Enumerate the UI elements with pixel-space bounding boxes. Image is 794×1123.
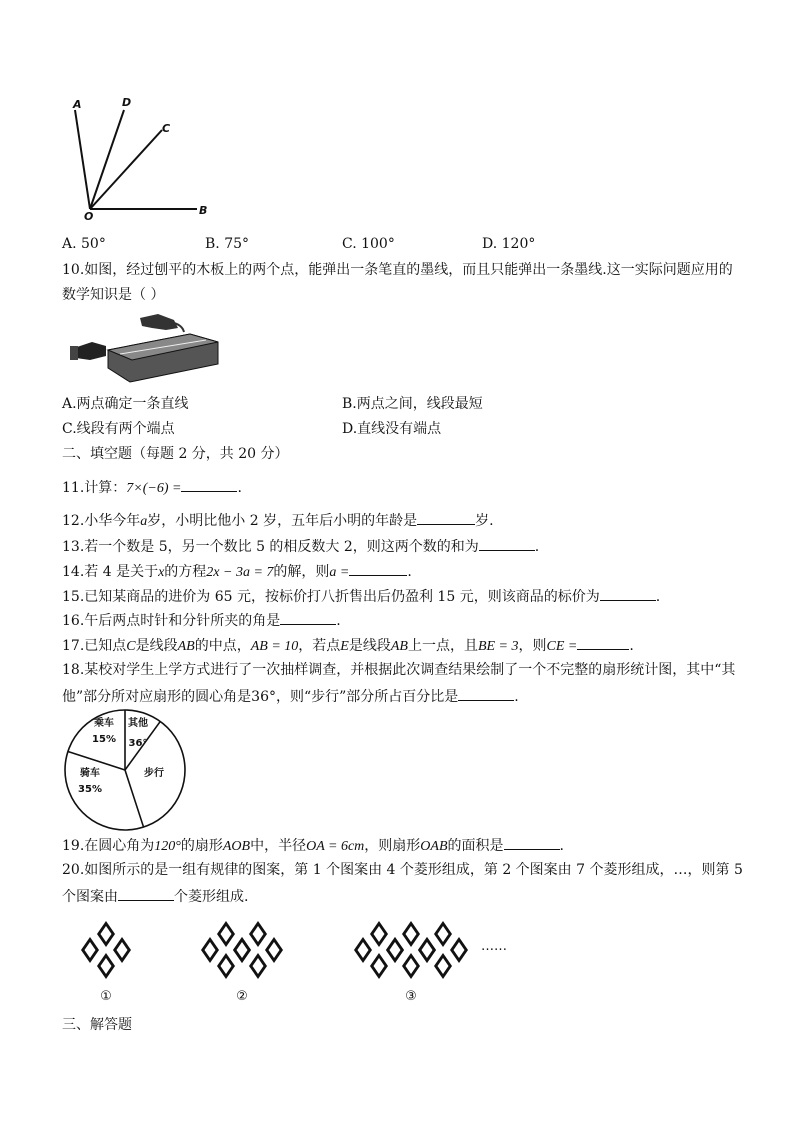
q10-line2: 数学知识是（ ）: [62, 287, 165, 303]
q16-answer-blank[interactable]: [280, 610, 336, 625]
q10-option-a: A.两点确定一条直线: [62, 396, 189, 412]
q14-text-b: 的方程: [164, 564, 207, 580]
q20-line1: 20.如图所示的是一组有规律的图案，第 1 个图案由 4 个菱形组成，第 2 个图案由 7 个菱形组成，…，则第 5: [62, 862, 743, 878]
q20-line2: [62, 886, 248, 907]
q20-line2-b: 个菱形组成.: [174, 889, 249, 905]
q15: [62, 586, 660, 607]
q9-option-b: B. 75°: [205, 236, 250, 252]
q15-text: 15.已知某商品的进价为 65 元，按标价打八折售出后仍盈利 15 元，则该商品的标价为: [62, 589, 600, 605]
q11-suffix: .: [237, 480, 242, 496]
q17-ab2: AB: [390, 639, 408, 654]
q19-t1: 19.在圆心角为: [62, 838, 155, 854]
q17-c: C: [126, 639, 136, 654]
q15-answer-blank[interactable]: [600, 586, 656, 601]
q13-suffix: .: [534, 539, 540, 555]
pie-label-bus: 乘车: [94, 718, 114, 729]
q17-be-eq: BE = 3: [477, 639, 519, 654]
wooden-board-illustration: [70, 312, 222, 387]
q19-t3: 中，半径: [250, 838, 307, 854]
q17-t3: 的中点，: [194, 638, 251, 654]
q11-expression: 7×(−6) =: [126, 481, 182, 496]
q20-line2-a: 个图案由: [62, 889, 118, 905]
q19-answer-blank[interactable]: [504, 835, 560, 850]
q13-answer-blank[interactable]: [479, 536, 535, 551]
q17-answer-blank[interactable]: [577, 635, 629, 650]
q19-suffix: .: [559, 838, 564, 854]
q9-option-a: A. 50°: [62, 236, 106, 252]
q17: [62, 635, 634, 657]
pie-value-other: 36°: [128, 738, 148, 749]
q18-line2-text: 他”部分所对应扇形的圆心角是36°，则“步行”部分所占百分比是: [62, 689, 459, 705]
q14-answer-blank[interactable]: [349, 561, 407, 576]
pie-label-other: 其他: [128, 718, 148, 729]
q14-text-c: 的解，则: [273, 564, 330, 580]
q13-text: 13.若一个数是 5，另一个数比 5 的相反数大 2，则这两个数的和为: [62, 539, 479, 555]
q19-t2: 的扇形: [180, 838, 223, 854]
q17-t4: ，若点: [298, 638, 341, 654]
label-o: O: [84, 210, 94, 223]
label-d: D: [122, 96, 132, 109]
pie-value-bus: 15%: [92, 734, 116, 745]
q10-option-d: D.直线没有端点: [342, 421, 442, 437]
q12-var: a: [140, 514, 148, 529]
q19-aob: AOB: [222, 839, 251, 854]
q20-answer-blank[interactable]: [118, 886, 174, 901]
q19-oa: OA = 6cm: [306, 839, 365, 854]
q14-var-a: a =: [329, 565, 350, 580]
q12-answer-blank[interactable]: [417, 510, 475, 525]
q12-text-a: 12.小华今年: [62, 513, 141, 529]
section2-title: 二、填空题（每题 2 分，共 20 分）: [62, 446, 289, 462]
q11: [62, 477, 242, 499]
q12-text-c: 岁.: [475, 513, 494, 529]
label-b: B: [199, 204, 208, 217]
q14-suffix: .: [407, 564, 412, 580]
pie-label-walk: 步行: [144, 768, 164, 779]
q17-t2: 是线段: [135, 638, 178, 654]
q18-suffix: .: [514, 689, 519, 705]
pattern-ellipsis: ……: [481, 939, 507, 954]
pie-value-bike: 35%: [78, 784, 102, 795]
q16-suffix: .: [336, 613, 341, 629]
q10-option-c: C.线段有两个端点: [62, 421, 175, 437]
q19-t4: ，则扇形: [364, 838, 421, 854]
pattern-label-1: ①: [100, 989, 112, 1004]
q19: [62, 835, 564, 857]
angle-figure: [62, 92, 222, 227]
q14-var-x: x: [158, 565, 165, 580]
q12: [62, 510, 494, 532]
q9-option-d: D. 120°: [482, 236, 536, 252]
pie-label-bike: 骑车: [80, 768, 100, 779]
q19-angle: 120°: [154, 839, 181, 854]
label-c: C: [162, 122, 171, 135]
q14: [62, 561, 412, 583]
q11-answer-blank[interactable]: [181, 477, 237, 492]
q10-line1: 10.如图，经过刨平的木板上的两个点，能弹出一条笔直的墨线，而且只能弹出一条墨线.这一实际问题应用的: [62, 262, 733, 278]
q18-line1: 18.某校对学生上学方式进行了一次抽样调查，并根据此次调查结果绘制了一个不完整的扇形统计图，其中“其: [62, 662, 736, 678]
q18-answer-blank[interactable]: [458, 686, 514, 701]
q17-e: E: [340, 639, 349, 654]
pattern-label-2: ②: [236, 989, 248, 1004]
q10-option-b: B.两点之间，线段最短: [342, 396, 483, 412]
q19-t5: 的面积是: [447, 838, 504, 854]
q17-t7: ，则: [518, 638, 547, 654]
q18-line2: [62, 686, 519, 707]
rhombus-patterns: [62, 908, 522, 1008]
label-a: A: [73, 98, 82, 111]
pie-chart: [62, 706, 192, 834]
q17-ab-eq: AB = 10: [250, 639, 299, 654]
q17-t5: 是线段: [348, 638, 391, 654]
q13: [62, 536, 539, 557]
q15-suffix: .: [655, 589, 661, 605]
q17-ce-eq: CE =: [546, 639, 578, 654]
q9-option-c: C. 100°: [342, 236, 395, 252]
q17-t6: 上一点，且: [407, 638, 478, 654]
pattern-label-3: ③: [405, 989, 417, 1004]
q17-suffix: .: [629, 638, 634, 654]
q11-prefix: 11.计算：: [62, 480, 127, 496]
q17-ab: AB: [177, 639, 195, 654]
q14-text-a: 14.若 4 是关于: [62, 564, 159, 580]
q12-text-b: 岁，小明比他小 2 岁，五年后小明的年龄是: [147, 513, 418, 529]
q17-t1: 17.已知点: [62, 638, 127, 654]
q14-equation: 2x − 3a = 7: [206, 565, 274, 580]
q16-text: 16.午后两点时针和分针所夹的角是: [62, 613, 281, 629]
section3-title: 三、解答题: [62, 1017, 132, 1033]
q19-oab: OAB: [420, 839, 448, 854]
q16: [62, 610, 341, 631]
